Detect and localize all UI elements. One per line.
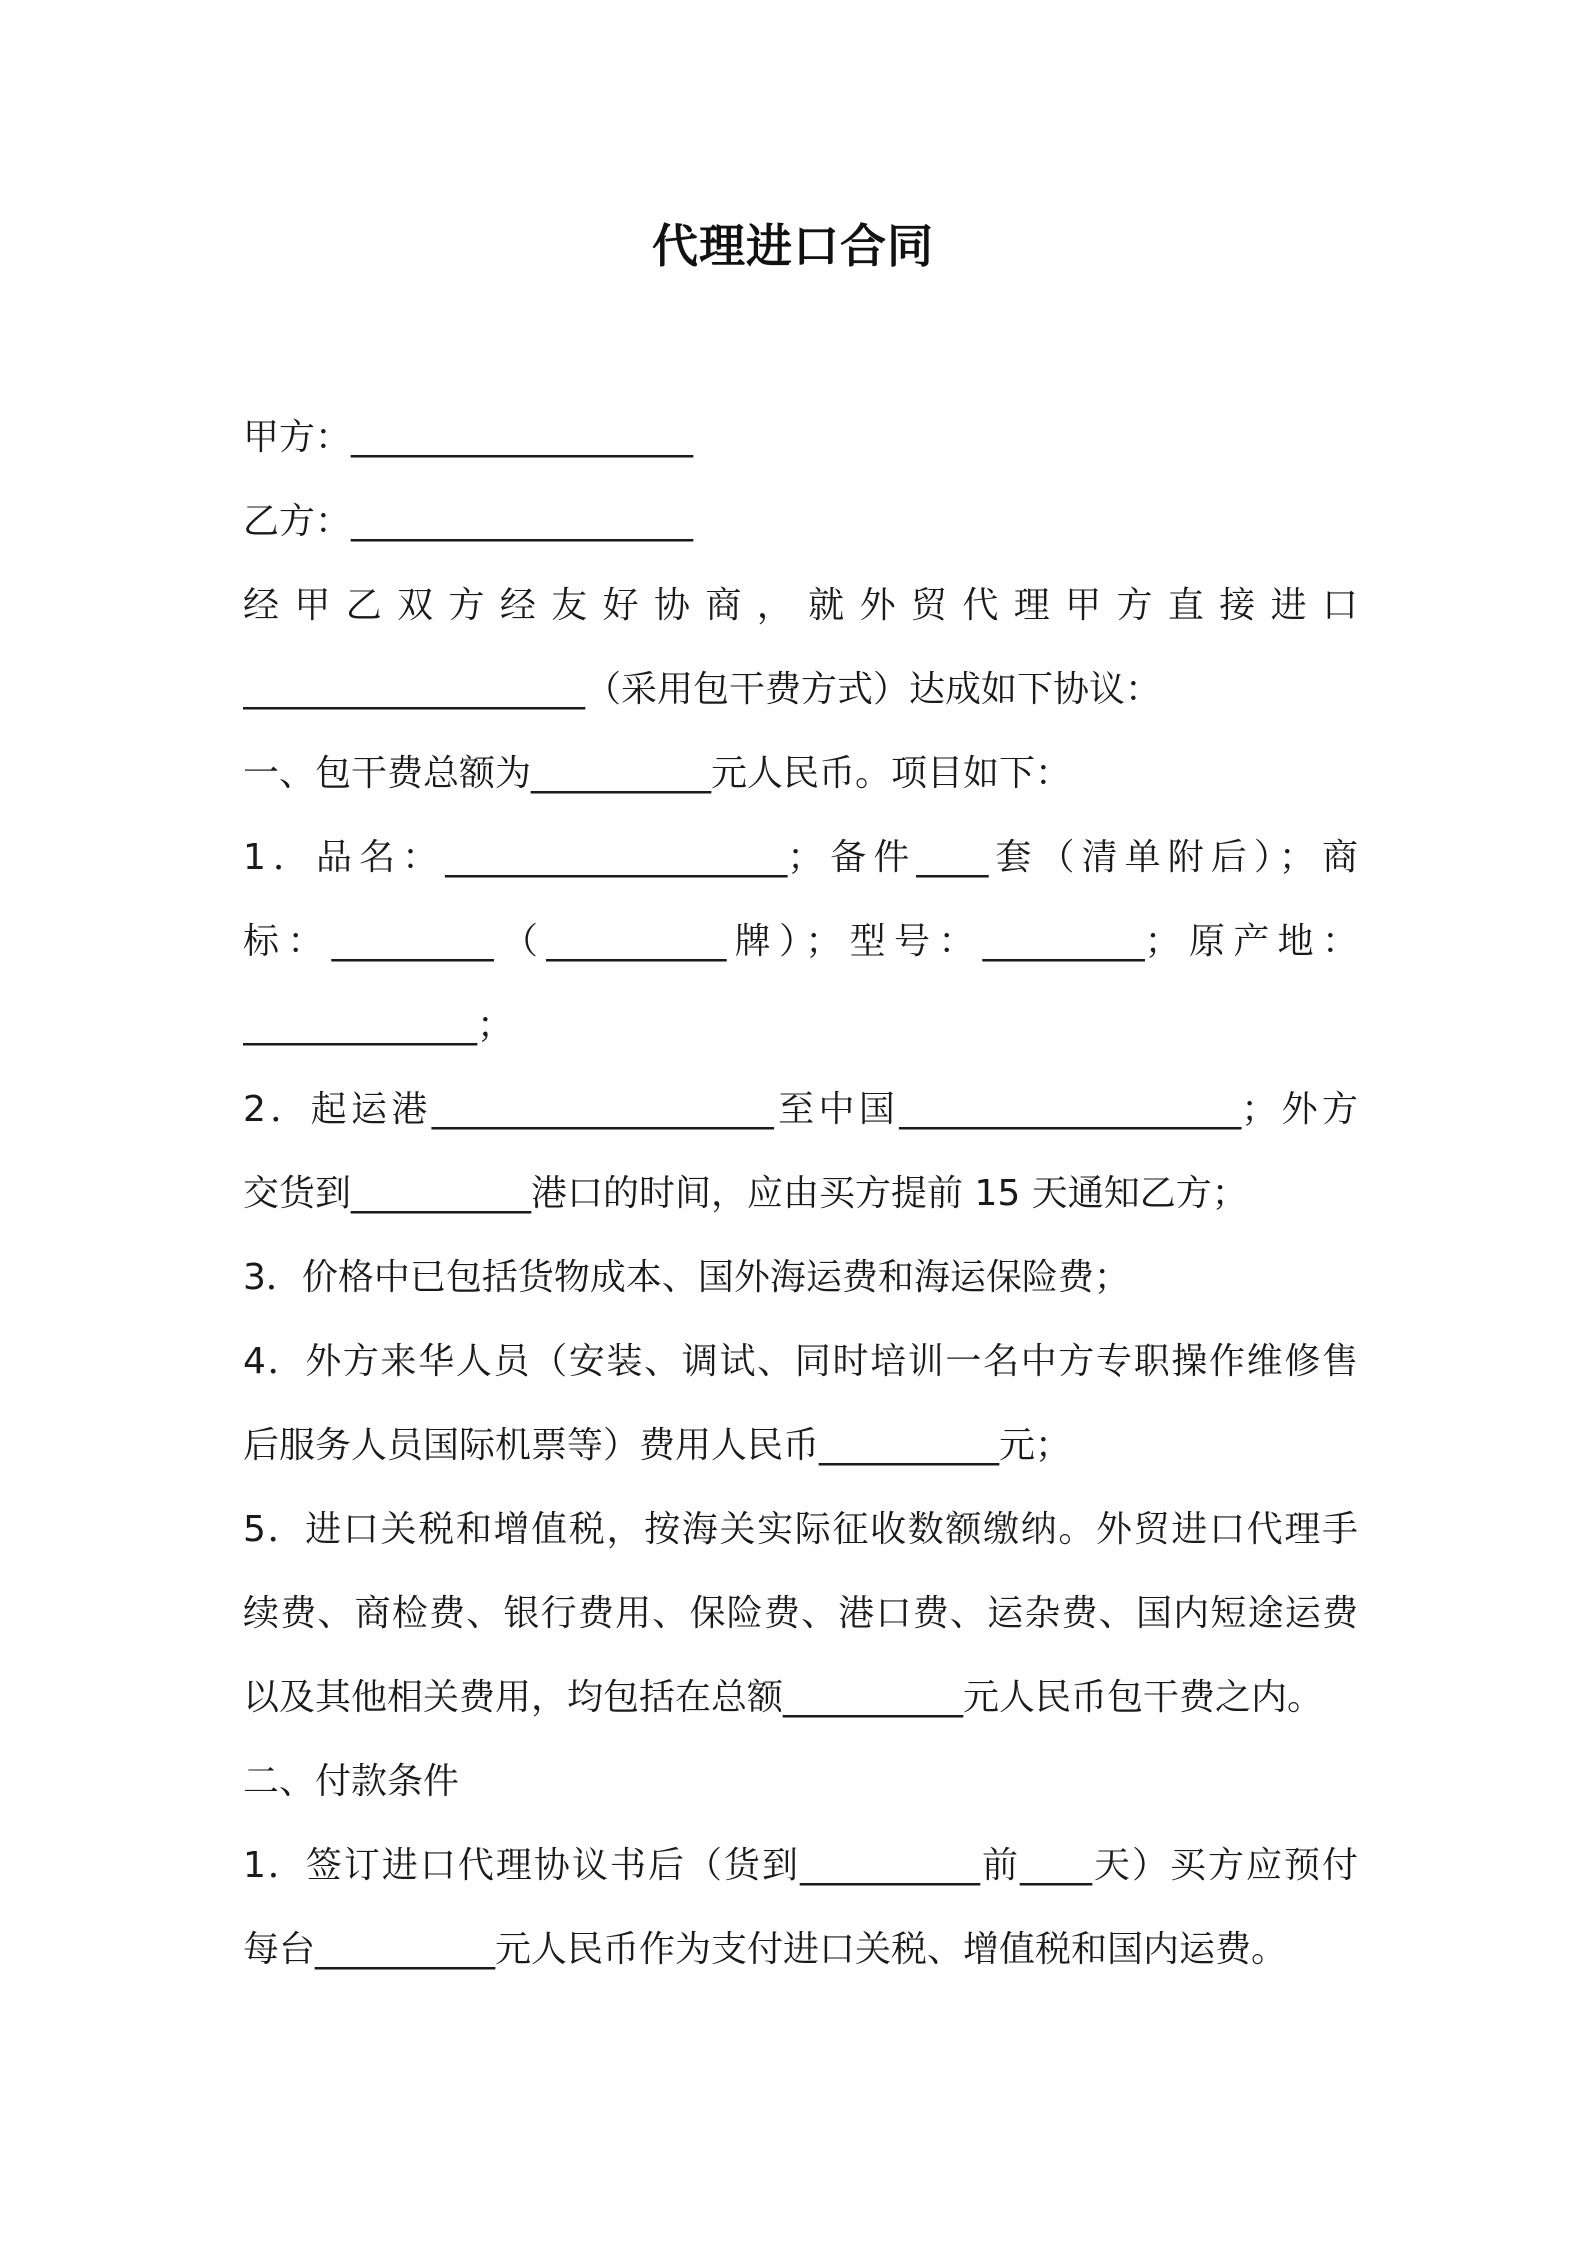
clause-line: 3．价格中已包括货物成本、国外海运费和海运保险费； xyxy=(243,1257,1130,1298)
contract-body xyxy=(243,408,1358,2004)
paragraph-line: 经甲乙双方经友好协商，就外贸代理甲方直接进口 xyxy=(243,585,1358,626)
party-b-line: 乙方：___________________ xyxy=(243,501,694,542)
paragraph-line: ___________________（采用包干费方式）达成如下协议： xyxy=(243,669,1162,710)
clause-line: 1．品名：___________________；备件____套（清单附后）；商 xyxy=(243,837,1358,878)
clause-line: 交货到__________港口的时间，应由买方提前 15 天通知乙方； xyxy=(243,1173,1248,1214)
clause-line: 续费、商检费、银行费用、保险费、港口费、运杂费、国内短途运费 xyxy=(243,1593,1358,1634)
clause-line: 标：_________（__________牌）；型号：_________；原产地： xyxy=(243,921,1358,962)
clause-line: 4．外方来华人员（安装、调试、同时培训一名中方专职操作维修售 xyxy=(243,1341,1358,1382)
clause-line: 1．签订进口代理协议书后（货到__________前____天）买方应预付 xyxy=(243,1845,1358,1886)
clause-line: 每台__________元人民币作为支付进口关税、增值税和国内运费。 xyxy=(243,1929,1288,1970)
page-title: 代理进口合同 xyxy=(652,219,934,273)
clause-line: _____________； xyxy=(243,1005,513,1046)
clause-line: 2．起运港___________________至中国___________________；外方 xyxy=(243,1089,1358,1130)
party-a-line: 甲方：___________________ xyxy=(243,417,694,458)
clause-line: 5．进口关税和增值税，按海关实际征收数额缴纳。外贸进口代理手 xyxy=(243,1509,1358,1550)
clause-line: 以及其他相关费用，均包括在总额__________元人民币包干费之内。 xyxy=(243,1677,1324,1718)
section-heading-1: 一、包干费总额为__________元人民币。项目如下： xyxy=(243,753,1072,794)
clause-line: 后服务人员国际机票等）费用人民币__________元； xyxy=(243,1425,1072,1466)
section-heading-2: 二、付款条件 xyxy=(243,1761,460,1802)
